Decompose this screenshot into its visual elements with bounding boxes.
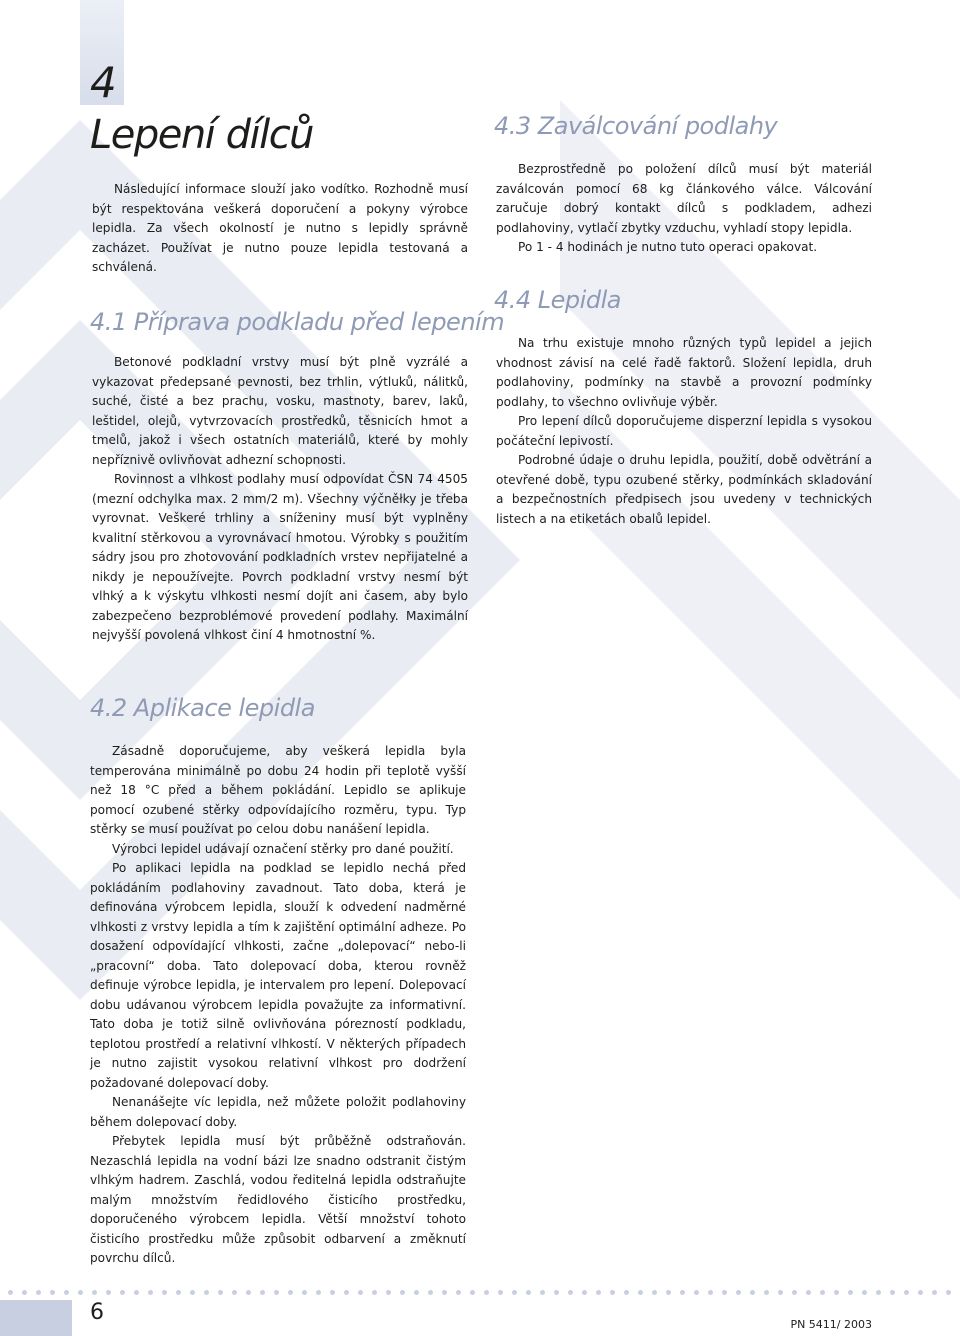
- footer-dot: [92, 1290, 97, 1295]
- paragraph: Nenanášejte víc lepidla, než můžete položit podlahoviny během dolepovací doby.: [90, 1095, 466, 1129]
- footer-dot: [456, 1290, 461, 1295]
- footer-dot: [652, 1290, 657, 1295]
- footer-dot: [64, 1290, 69, 1295]
- footer-dot: [442, 1290, 447, 1295]
- footer-dot: [50, 1290, 55, 1295]
- paragraph: Pro lepení dílců doporučujeme disperzní lepidla s vysokou počáteční lepivostí.: [496, 414, 872, 448]
- footer-dot: [176, 1290, 181, 1295]
- footer-dot: [232, 1290, 237, 1295]
- footer-dot: [904, 1290, 909, 1295]
- footer-dot: [22, 1290, 27, 1295]
- section-4-4-body: [496, 334, 872, 529]
- footer-dot: [890, 1290, 895, 1295]
- footer-dot: [848, 1290, 853, 1295]
- section-4-2-body: [90, 742, 466, 1269]
- footer-dot: [554, 1290, 559, 1295]
- footer-dot: [358, 1290, 363, 1295]
- footer-dot: [946, 1290, 951, 1295]
- footer-dot: [204, 1290, 209, 1295]
- footer-dot: [372, 1290, 377, 1295]
- footer-dot: [932, 1290, 937, 1295]
- footer-dot: [610, 1290, 615, 1295]
- heading-4-2: 4.2 Aplikace lepidla: [90, 694, 315, 722]
- footer-dot: [666, 1290, 671, 1295]
- footer-dot: [540, 1290, 545, 1295]
- paragraph: Rovinnost a vlhkost podlahy musí odpovídat ČSN 74 4505 (mezní odchylka max. 2 mm/2 m). Všechny výčněłky je třeba vyrovnat. Veškeré trhliny a sníženiny musí být vyplněny kvalitní stěrkovou a vyrovnávací hmotou. Výrobky s použitím sádry jsou pro zhotovování podkladních vrstev nepřijatelné a nikdy je nepoužívejte. Povrch podkladní vrstvy nesmí být vlhký a k výskytu vlhkosti nesmí dojít ani časem, aby bylo zabezpečeno bezproblémové provedení podlahy. Maximální nejvyšší povolená vlhkost činí 4 hmotnostní %.: [92, 472, 468, 642]
- footer-dot: [596, 1290, 601, 1295]
- footer-dot: [470, 1290, 475, 1295]
- footer-dot: [750, 1290, 755, 1295]
- footer-dot: [400, 1290, 405, 1295]
- paragraph: Po 1 - 4 hodinách je nutno tuto operaci opakovat.: [518, 240, 818, 254]
- section-4-1-body: [92, 353, 468, 646]
- footer-dot: [316, 1290, 321, 1295]
- footer-dot: [680, 1290, 685, 1295]
- footer-dot: [106, 1290, 111, 1295]
- footer-dot: [344, 1290, 349, 1295]
- footer-dot: [764, 1290, 769, 1295]
- footer-dot: [568, 1290, 573, 1295]
- heading-4-3: 4.3 Zaválcování podlahy: [494, 112, 778, 140]
- footer-dot: [624, 1290, 629, 1295]
- footer-dot: [78, 1290, 83, 1295]
- footer-dot: [498, 1290, 503, 1295]
- heading-4-4: 4.4 Lepidla: [494, 286, 621, 314]
- footer-dot: [386, 1290, 391, 1295]
- paragraph: Betonové podkladní vrstvy musí být plně vyzrálé a vykazovat předepsané pevnosti, bez trhlin, výtluků, nálitků, suché, čisté a bez prachu, vosku, mastnoty, barev, laků, leštidel, olejů, vytvrzovacích prostředků, těsnicích hmot a tmelů, jakož i všech ostatních materiálů, které by mohly nepříznivě ovlivňovat adhezní schopnosti.: [92, 355, 468, 467]
- footer-dot: [8, 1290, 13, 1295]
- footer-dot: [876, 1290, 881, 1295]
- document-code: PN 5411/ 2003: [790, 1318, 872, 1331]
- chapter-number: 4: [90, 58, 116, 107]
- footer-dot: [428, 1290, 433, 1295]
- footer-dot: [260, 1290, 265, 1295]
- footer-dot: [708, 1290, 713, 1295]
- footer-dot: [862, 1290, 867, 1295]
- footer-dot: [918, 1290, 923, 1295]
- chapter-title: Lepení dílců: [90, 112, 314, 158]
- footer-dot: [638, 1290, 643, 1295]
- section-4-3-body: [496, 160, 872, 258]
- paragraph: Podrobné údaje o druhu lepidla, použití, době odvětrání a otevřené době, typu ozubené stěrky, podmínkách skladování a bezpečnostních předpisech jsou uvedeny v technických listech a na etiketách obalů lepidel.: [496, 453, 872, 526]
- footer-dot: [722, 1290, 727, 1295]
- footer-dot: [778, 1290, 783, 1295]
- paragraph: Po aplikaci lepidla na podklad se lepidlo nechá před pokládáním podlahoviny zavadnout. Tato doba, která je definována výrobcem lepidla, slouží k odvedení nadměrné vlhkosti z vrstvy lepidla a tím k zajištění optimální adheze. Po dosažení odpovídající vlhkosti, začne „dolepovací“ nebo-li „pracovní“ doba. Tato dolepovací doba, kterou rovněž definuje výrobce lepidla, je intervalem pro lepení. Dolepovací dobu udávanou výrobcem lepidla považujte za informativní. Tato doba je totiž silně ovlivňována pórezností podkladu, teplotou prostředí a relativní vlhkostí. V některých případech je nutno zajistit vysokou relativní vlhkost pro dodržení požadované dolepovací doby.: [90, 861, 466, 1090]
- footer-dot: [36, 1290, 41, 1295]
- footer-dot: [274, 1290, 279, 1295]
- footer-dot: [484, 1290, 489, 1295]
- paragraph: Přebytek lepidla musí být průběžně odstraňován. Nezaschlá lepidla na vodní bázi lze snadno odstranit čistým vlhkým hadrem. Zaschlá, vodou ředitelná lepidla odstraňujte malým množstvím ředidlového čisticího prostředku, doporučeného výrobcem lepidla. Větší množství tohoto čisticího prostředku může způsobit odbarvení a změknutí povrchu dílců.: [90, 1134, 466, 1265]
- footer-dot: [288, 1290, 293, 1295]
- footer-bar: [0, 1300, 72, 1336]
- footer-dot: [162, 1290, 167, 1295]
- footer-dots: [8, 1290, 951, 1295]
- paragraph: Výrobci lepidel udávají označení stěrky pro dané použití.: [112, 841, 454, 856]
- footer-dot: [134, 1290, 139, 1295]
- footer-dot: [246, 1290, 251, 1295]
- footer-dot: [512, 1290, 517, 1295]
- footer-dot: [792, 1290, 797, 1295]
- footer-dot: [834, 1290, 839, 1295]
- heading-4-1: 4.1 Příprava podkladu před lepením: [90, 308, 505, 336]
- paragraph: Zásadně doporučujeme, aby veškerá lepidla byla temperována minimálně po dobu 24 hodin při teplotě vyšší než 18 °C před a během pokládání. Lepidlo se aplikuje pomocí ozubené stěrky odpovídajícího rozměru, typu. Typ stěrky se musí používat po celou dobu nanášení lepidla.: [90, 744, 466, 836]
- footer-dot: [330, 1290, 335, 1295]
- paragraph: Bezprostředně po položení dílců musí být materiál zaválcován pomocí 68 kg článkového válce. Válcování zaručuje dobrý kontakt dílců s podkladem, adhezi podlahoviny, vytlačí zbytky vzduchu, vyhladí stopy lepidla.: [496, 162, 872, 235]
- footer-dot: [190, 1290, 195, 1295]
- paragraph: Na trhu existuje mnoho různých typů lepidel a jejich vhodnost závisí na celé řadě faktorů. Složení lepidla, druh podlahoviny, podmínky na stavbě a provozní podmínky podlahy, to všechno ovlivňuje výběr.: [496, 336, 872, 409]
- intro-paragraph: Následující informace slouží jako vodítko. Rozhodně musí být respektována veškerá doporučení a pokyny výrobce lepidla. Za všech okolností je nutno s lepidly správně zacházet. Používat je nutno pouze lepidla testovaná a schválená.: [92, 182, 468, 274]
- footer-dot: [148, 1290, 153, 1295]
- footer-dot: [218, 1290, 223, 1295]
- footer-dot: [414, 1290, 419, 1295]
- footer-dot: [806, 1290, 811, 1295]
- footer-dot: [736, 1290, 741, 1295]
- footer-dot: [302, 1290, 307, 1295]
- footer-dot: [820, 1290, 825, 1295]
- page-number: 6: [90, 1300, 104, 1325]
- footer-dot: [582, 1290, 587, 1295]
- chapter-intro: [92, 180, 468, 278]
- footer-dot: [526, 1290, 531, 1295]
- footer-dot: [694, 1290, 699, 1295]
- footer-dot: [120, 1290, 125, 1295]
